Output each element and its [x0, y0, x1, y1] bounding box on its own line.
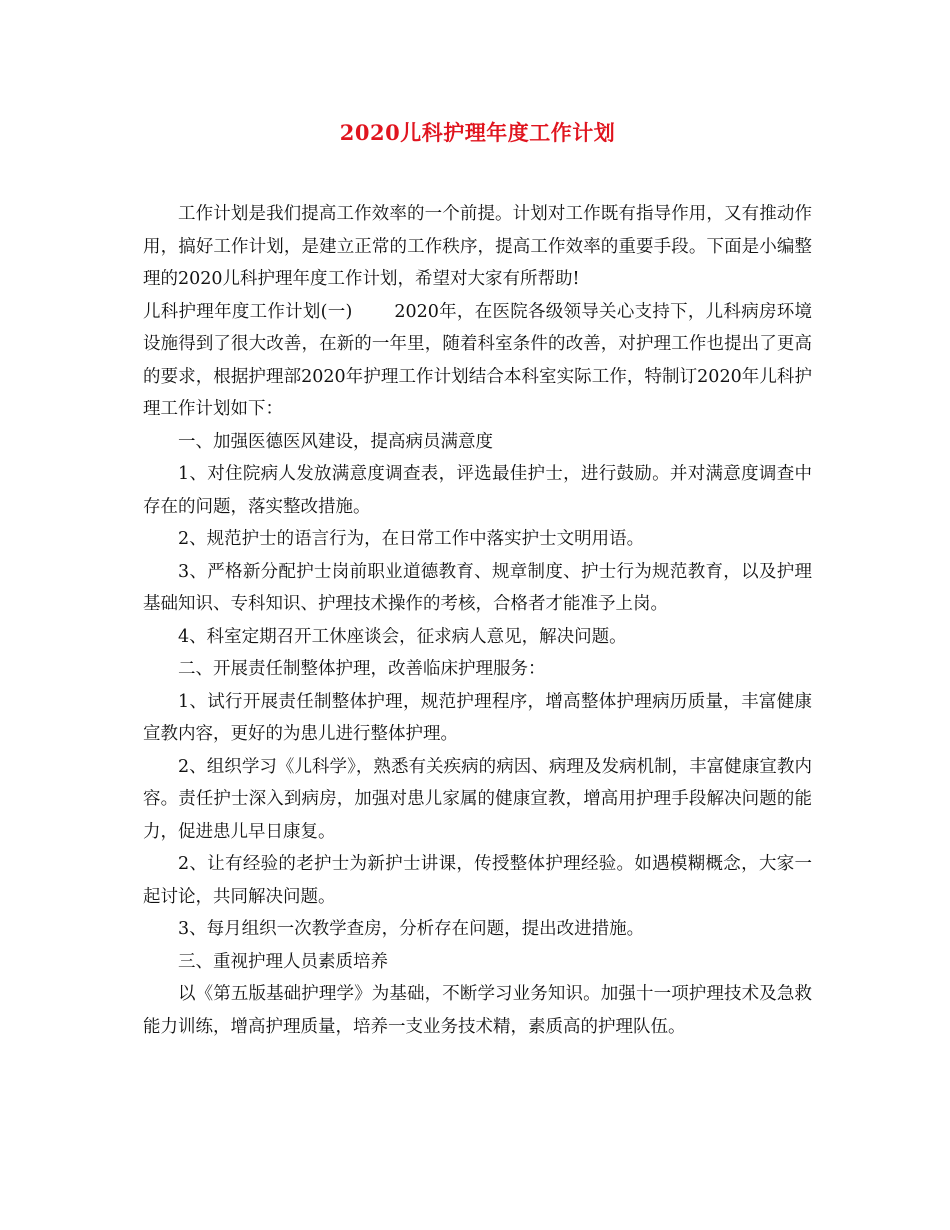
item-2-1: 1、试行开展责任制整体护理，规范护理程序，增高整体护理病历质量，丰富健康宣教内容，更好的为患儿进行整体护理。 — [143, 691, 812, 744]
item-2-2: 2、组织学习《儿科学》，熟悉有关疾病的病因、病理及发病机制，丰富健康宣教内容。责任护士深入到病房，加强对患儿家属的健康宣教，增高用护理手段解决问题的能力，促进患儿早日康复。 — [143, 756, 812, 842]
heading-1: 一、加强医德医风建设，提高病员满意度 — [178, 431, 493, 452]
item-1-1: 1、对住院病人发放满意度调查表，评选最佳护士，进行鼓励。并对满意度调查中存在的问题，落实整改措施。 — [143, 464, 812, 517]
item-1-4: 4、科室定期召开工休座谈会，征求病人意见，解决问题。 — [178, 626, 627, 647]
section-label: 儿科护理年度工作计划(一) — [143, 301, 353, 322]
heading-2: 二、开展责任制整体护理，改善临床护理服务： — [178, 659, 546, 679]
intro-paragraph: 工作计划是我们提高工作效率的一个前提。计划对工作既有指导作用，又有推动作用，搞好工作计划，是建立正常的工作秩序，提高工作效率的重要手段。下面是小编整理的2020儿科护理年度工作计划，希望对大家有所帮助! — [143, 204, 812, 289]
item-3-1: 以《第五版基础护理学》为基础，不断学习业务知识。加强十一项护理技术及急救能力训练，增高护理质量，培养一支业务技术精，素质高的护理队伍。 — [143, 984, 812, 1037]
item-1-3: 3、严格新分配护士岗前职业道德教育、规章制度、护士行为规范教育，以及护理基础知识、专科知识、护理技术操作的考核，合格者才能准予上岗。 — [143, 561, 812, 614]
heading-3: 三、重视护理人员素质培养 — [178, 951, 388, 972]
section-text: 2020年，在医院各级领导关心支持下，儿科病房环境设施得到了很大改善，在新的一年里，随着科室条件的改善，对护理工作也提出了更高的要求，根据护理部2020年护理工作计划结合本科室实际工作，特制订2020年儿科护理工作计划如下： — [143, 301, 812, 419]
item-2-2b: 2、让有经验的老护士为新护士讲课，传授整体护理经验。如遇模糊概念，大家一起讨论，共同解决问题。 — [143, 854, 812, 907]
item-2-3: 3、每月组织一次教学查房，分析存在问题，提出改进措施。 — [178, 919, 645, 939]
document-title: 2020儿科护理年度工作计划 — [339, 120, 616, 145]
item-1-2: 2、规范护士的语言行为，在日常工作中落实护士文明用语。 — [178, 529, 645, 549]
section-paragraph — [143, 296, 812, 426]
